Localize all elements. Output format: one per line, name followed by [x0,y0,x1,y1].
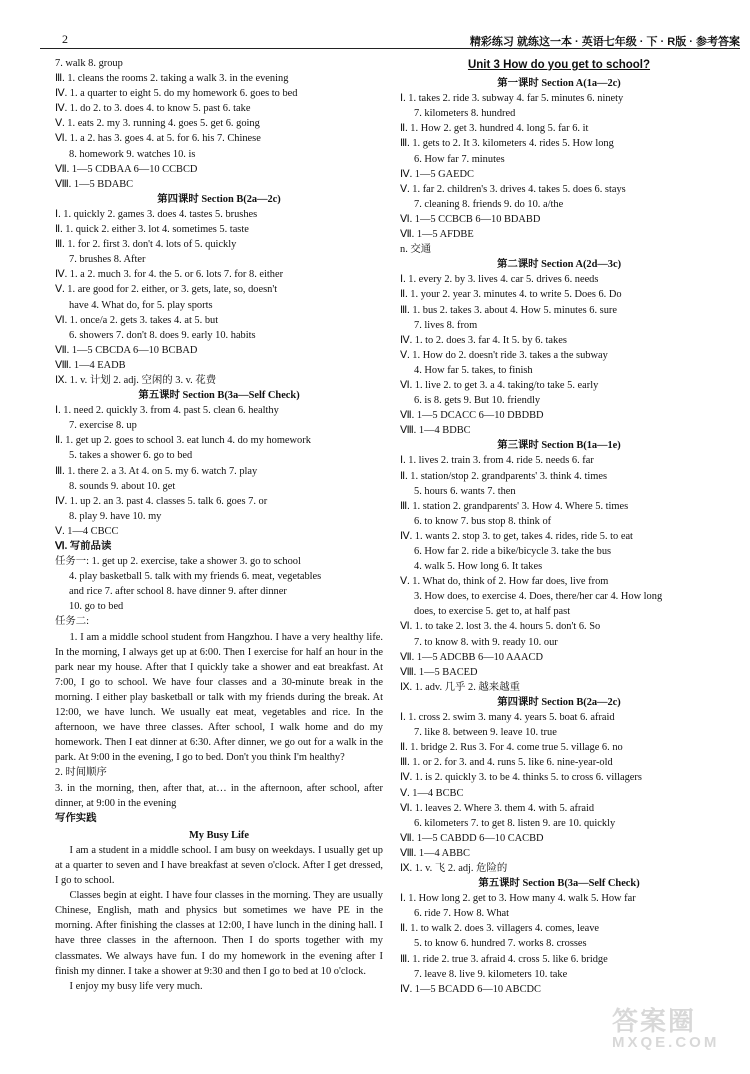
answer-line: Ⅵ. 1. to take 2. lost 3. the 4. hours 5. don't 6. So [400,621,601,633]
answer-line: Ⅵ. 1. leaves 2. Where 3. them 4. with 5. afraid [400,802,595,814]
answer-line: does, to exercise 5. get to, at half past [414,606,571,618]
essay-paragraph: I enjoy my busy life very much. [69,980,203,992]
answer-line: Ⅵ. 1. a 2. has 3. goes 4. at 5. for 6. his 7. Chinese [55,133,261,145]
answer-line: 6. to know 7. bus stop 8. think of [414,515,552,527]
answer-line: 7. leave 8. live 9. kilometers 10. take [414,968,568,980]
answer-line: 6. How far 2. ride a bike/bicycle 3. take the bus [414,546,612,557]
answer-line: Ⅲ. 1. or 2. for 3. and 4. runs 5. like 6. nine-year-old [400,757,613,769]
answer-line: and rice 7. after school 8. have dinner 9. after dinner [69,586,287,598]
answer-line: Ⅷ. 1—5 BACED [400,666,478,678]
answer-line: Ⅷ. 1—4 BDBC [400,425,471,437]
answer-line: 7. brushes 8. After [69,254,146,266]
section-heading: 第四课时 Section B(2a—2c) [497,696,621,708]
answer-line: Ⅱ. 1. to walk 2. does 3. villagers 4. comes, leave [400,923,600,935]
section-heading: 第四课时 Section B(2a—2c) [157,193,281,205]
answer-line: 4. How far 5. takes, to finish [414,364,533,376]
page-number: 2 [62,32,68,46]
answer-line: Ⅲ. 1. bus 2. takes 3. about 4. How 5. minutes 6. sure [400,304,617,316]
answer-line: 10. go to bed [69,601,124,613]
answer-line: Ⅶ. 1—5 AFDBE [400,229,474,241]
answer-line: 5. hours 6. wants 7. then [414,485,516,497]
answer-line: Ⅶ. 1—5 ADCBB 6—10 AAACD [400,651,543,663]
answer-line: 7. exercise 8. up [69,420,137,432]
answer-line: 6. is 8. gets 9. But 10. friendly [414,395,541,407]
left-column [55,56,383,994]
answer-line: Ⅰ. 1. lives 2. train 3. from 4. ride 5. needs 6. far [400,455,594,467]
page-header [40,24,740,48]
answer-line: 6. How far 7. minutes [414,153,505,165]
right-column [400,56,718,997]
answer-line: Ⅴ. 1. far 2. children's 3. drives 4. takes 5. does 6. stays [400,183,626,195]
answer-line: 7. kilometers 8. hundred [414,108,516,120]
answer-line: have 4. What do, for 5. play sports [69,299,213,311]
answer-line: Ⅷ. 1—5 BDABC [55,178,134,190]
answer-line: 任务一: 1. get up 2. exercise, take a shower 3. go to school [55,556,301,568]
answer-line: 4. walk 5. How long 6. It takes [414,561,543,573]
answer-line: Ⅷ. 1—4 ABBC [400,847,470,859]
section-heading: 第五课时 Section B(3a—Self Check) [138,390,300,402]
answer-line: 8. play 9. have 10. my [69,510,162,522]
answer-line: Ⅳ. 1. a 2. much 3. for 4. the 5. or 6. lots 7. for 8. either [55,269,284,281]
answer-line: 5. to know 6. hundred 7. works 8. crosses [414,938,587,950]
answer-line: Ⅰ. 1. quickly 2. games 3. does 4. tastes 5. brushes [55,208,258,220]
answer-line: 7. cleaning 8. friends 9. do 10. a/the [414,198,564,210]
answer-line: Ⅲ. 1. for 2. first 3. don't 4. lots of 5. quickly [55,239,237,251]
answer-line: Ⅲ. 1. station 2. grandparents' 3. How 4. Where 5. times [400,500,629,512]
answer-line: Ⅱ. 1. How 2. get 3. hundred 4. long 5. far 6. it [400,123,589,135]
answer-line: Ⅲ. 1. ride 2. true 3. afraid 4. cross 5. like 6. bridge [400,953,608,965]
unit-title: Unit 3 How do you get to school? [467,59,651,71]
section-heading: 第五课时 Section B(3a—Self Check) [478,878,640,890]
answer-line: Ⅴ. 1. are good for 2. either, or 3. gets, late, so, doesn't [55,284,278,296]
section-heading: 第二课时 Section A(2d—3c) [496,259,622,271]
answer-line: Ⅵ. 1. once/a 2. gets 3. takes 4. at 5. but [55,314,219,326]
answer-line: 任务二: [55,616,90,628]
answer-line: Ⅱ. 1. quick 2. either 3. lot 4. sometimes 5. taste [55,224,249,236]
answer-line: Ⅵ. 1. live 2. to get 3. a 4. taking/to take 5. early [400,379,599,391]
answer-line: Ⅳ. 1—5 GAEDC [400,168,474,180]
subsection-label: 写作实践 [55,812,97,824]
answer-line: 7. like 8. between 9. leave 10. true [414,727,557,739]
essay-paragraph: Classes begin at eight. I have four classes in the morning. They are usually Chinese, English, math and physics but sometimes we have PE in the morning. After finishing the classes at 12:00, I have lunch in the dining hall. I have three classes in the afternoon. Then I do sports together with my classmates. We always have fun. I do my homework in the evening after I finish my dinner. I take a shower at 9:30 and then I go to bed at 10 o'clock. [55,890,383,977]
essay-title: My Busy Life [188,829,250,841]
answer-line: Ⅶ. 1—5 CBCDA 6—10 BCBAD [55,344,198,356]
answer-line: Ⅳ. 1. to 2. does 3. far 4. It 5. by 6. takes [400,334,567,346]
answer-line: 3. How does, to exercise 4. Does, there/her car 4. How long [414,591,663,603]
answer-line: Ⅰ. 1. need 2. quickly 3. from 4. past 5. clean 6. healthy [55,405,279,417]
answer-line: Ⅴ. 1—4 CBCC [55,525,119,537]
section-heading: 第一课时 Section A(1a—2c) [497,78,621,90]
answer-line: 7. walk 8. group [55,58,123,69]
section-heading: 第三课时 Section B(1a—1e) [497,440,621,452]
header-rule [40,48,740,49]
answer-line: Ⅷ. 1—4 EADB [55,359,126,371]
answer-line: Ⅳ. 1. do 2. to 3. does 4. to know 5. past 6. take [55,103,251,115]
answer-line: Ⅶ. 1—5 CABDD 6—10 CACBD [400,832,544,844]
answer-line: Ⅳ. 1. wants 2. stop 3. to get, takes 4. rides, ride 5. to eat [400,530,633,542]
answer-line: Ⅸ. 1. adv. 几乎 2. 越来越重 [400,681,520,693]
answer-line: 2. 时间顺序 [55,767,107,779]
answer-line: Ⅴ. 1. How do 2. doesn't ride 3. takes a the subway [400,349,608,361]
answer-line: Ⅵ. 1—5 CCBCB 6—10 BDABD [400,213,541,225]
answer-line: Ⅰ. 1. takes 2. ride 3. subway 4. far 5. minutes 6. ninety [400,93,624,105]
answer-line: Ⅶ. 1—5 DCACC 6—10 DBDBD [400,410,544,422]
answer-line: Ⅲ. 1. there 2. a 3. At 4. on 5. my 6. watch 7. play [55,465,258,477]
answer-line: n. 交通 [400,244,432,256]
answer-line: Ⅰ. 1. How long 2. get to 3. How many 4. walk 5. How far [400,893,636,905]
answer-line: 6. ride 7. How 8. What [414,908,510,920]
answer-line: 8. sounds 9. about 10. get [69,480,176,492]
subsection-label: Ⅵ. 写前品读 [55,541,112,552]
answer-line: Ⅳ. 1. is 2. quickly 3. to be 4. thinks 5. to cross 6. villagers [400,772,642,784]
answer-line: Ⅰ. 1. cross 2. swim 3. many 4. years 5. boat 6. afraid [400,712,615,724]
answer-line: 7. lives 8. from [414,319,478,331]
answer-line: Ⅲ. 1. gets to 2. It 3. kilometers 4. rides 5. How long [400,138,614,150]
essay-paragraph: I am a student in a middle school. I am busy on weekdays. I usually get up at a quarter to seven and I have breakfast at seven o'clock. After I get dressed, I go to school. [55,844,383,887]
answer-line: 6. kilometers 7. to get 8. listen 9. are 10. quickly [414,817,616,829]
answer-line: 7. to know 8. with 9. ready 10. our [414,636,558,648]
watermark-logo [612,1008,722,1056]
answer-line: 8. homework 9. watches 10. is [69,148,196,160]
answer-line: Ⅴ. 1. What do, think of 2. How far does, live from [400,576,609,588]
book-title: 精彩练习 就练这一本 · 英语七年级 · 下 · R版 · 参考答案 [469,36,740,48]
answer-line: 4. play basketball 5. talk with my friends 6. meat, vegetables [69,571,322,583]
answer-line: Ⅱ. 1. bridge 2. Rus 3. For 4. come true 5. village 6. no [400,742,623,754]
watermark-text: 答案圈 [612,1006,697,1036]
answer-line: Ⅸ. 1. v. 计划 2. adj. 空闲的 3. v. 花费 [55,374,217,386]
watermark-url: MXQE.COM [612,1034,720,1051]
answer-line: 3. in the morning, then, after that, at… in the afternoon, after school, after dinner, at 9:00 in the evening [55,782,383,809]
passage-paragraph: 1. I am a middle school student from Hangzhou. I have a very healthy life. In the morning, I always get up at 6:00. Then I exercise for half an hour in the park near my house. After that I quickly take a shower and eat breakfast. At 7:00, I go to school. We have four classes and a 30-minute break in the morning. I either play basketball or talk with my friends during the break. At 12:00, we have lunch. We usually eat meat, vegetables and rice. In the afternoon, we have three classes. After school, I walk home and do my homework. Then I eat dinner at 6:30. After dinner, we go out for a walk in the park. At 9:00 in the evening, I go to bed. Don't you think I'm healthy? [55,631,383,764]
answer-line: Ⅳ. 1—5 BCADD 6—10 ABCDC [400,983,541,995]
answer-line: Ⅱ. 1. get up 2. goes to school 3. eat lunch 4. do my homework [55,435,311,447]
answer-line: Ⅱ. 1. your 2. year 3. minutes 4. to write 5. Does 6. Do [400,289,622,301]
answer-line: Ⅳ. 1. a quarter to eight 5. do my homework 6. goes to bed [55,88,298,100]
answer-line: Ⅳ. 1. up 2. an 3. past 4. classes 5. talk 6. goes 7. or [55,495,268,507]
answer-line: Ⅲ. 1. cleans the rooms 2. taking a walk 3. in the evening [55,73,289,85]
answer-line: Ⅱ. 1. station/stop 2. grandparents' 3. think 4. times [400,470,607,482]
answer-line: 6. showers 7. don't 8. does 9. early 10. habits [69,329,256,341]
answer-line: Ⅴ. 1—4 BCBC [400,787,464,799]
answer-line: Ⅸ. 1. v. 飞 2. adj. 危险的 [400,862,508,874]
answer-line: Ⅰ. 1. every 2. by 3. lives 4. car 5. drives 6. needs [400,274,599,286]
answer-line: 5. takes a shower 6. go to bed [69,450,193,462]
answer-line: Ⅶ. 1—5 CDBAA 6—10 CCBCD [55,163,198,175]
answer-line: Ⅴ. 1. eats 2. my 3. running 4. goes 5. get 6. going [55,118,260,130]
